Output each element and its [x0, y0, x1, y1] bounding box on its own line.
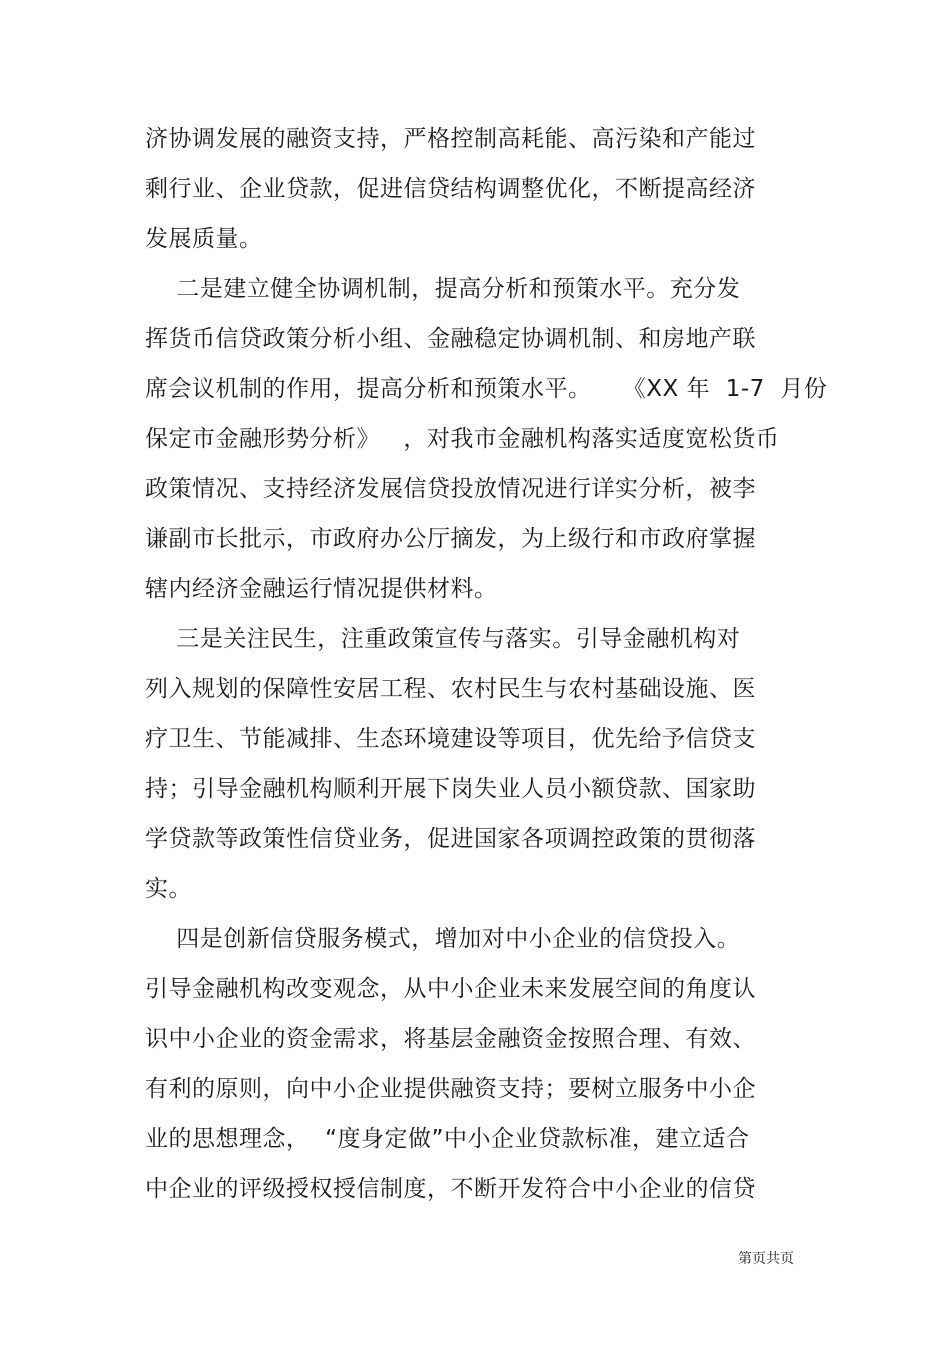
text-line: 有利的原则，向中小企业提供融资支持；要树立服务中小企	[145, 1076, 756, 1102]
text-line: 发展质量。	[145, 226, 263, 252]
text-line: 中企业的评级授权授信制度，不断开发符合中小企业的信贷	[145, 1176, 756, 1202]
text-line: 济协调发展的融资支持，严格控制高耗能、高污染和产能过	[145, 126, 756, 152]
text-line: 谦副市长批示，市政府办公厅摘发，为上级行和市政府掌握	[145, 526, 756, 552]
text-line: 辖内经济金融运行情况提供材料。	[145, 576, 498, 602]
text-line: 政策情况、支持经济发展信贷投放情况进行详实分析，被李	[145, 476, 756, 502]
text-line: 保定市金融形势分析》 ，对我市金融机构落实适度宽松货币	[145, 426, 780, 452]
text-line: 识中小企业的资金需求，将基层金融资金按照合理、有效、	[145, 1026, 756, 1052]
paragraph-start-line: 二是建立健全协调机制，提高分析和预策水平。充分发	[145, 276, 741, 302]
text-line: 剩行业、企业贷款，促进信贷结构调整优化，不断提高经济	[145, 176, 756, 202]
text-line: 实。	[145, 876, 192, 902]
text-line: 席会议机制的作用，提高分析和预策水平。 《XX 年 1-7 月份	[145, 376, 828, 402]
paragraph-start-line: 四是创新信贷服务模式，增加对中小企业的信贷投入。	[145, 926, 741, 952]
text-line: 持；引导金融机构顺利开展下岗失业人员小额贷款、国家助	[145, 776, 756, 802]
text-line: 挥货币信贷政策分析小组、金融稳定协调机制、和房地产联	[145, 326, 756, 352]
text-line: 疗卫生、节能减排、生态环境建设等项目，优先给予信贷支	[145, 726, 756, 752]
page-footer: 第页共页	[738, 1251, 794, 1267]
paragraph-start-line: 三是关注民生，注重政策宣传与落实。引导金融机构对	[145, 626, 741, 652]
text-line: 学贷款等政策性信贷业务，促进国家各项调控政策的贯彻落	[145, 826, 756, 852]
text-line: 业的思想理念， “度身定做”中小企业贷款标准，建立适合	[145, 1126, 750, 1152]
text-line: 列入规划的保障性安居工程、农村民生与农村基础设施、医	[145, 676, 756, 702]
text-line: 引导金融机构改变观念，从中小企业未来发展空间的角度认	[145, 976, 756, 1002]
